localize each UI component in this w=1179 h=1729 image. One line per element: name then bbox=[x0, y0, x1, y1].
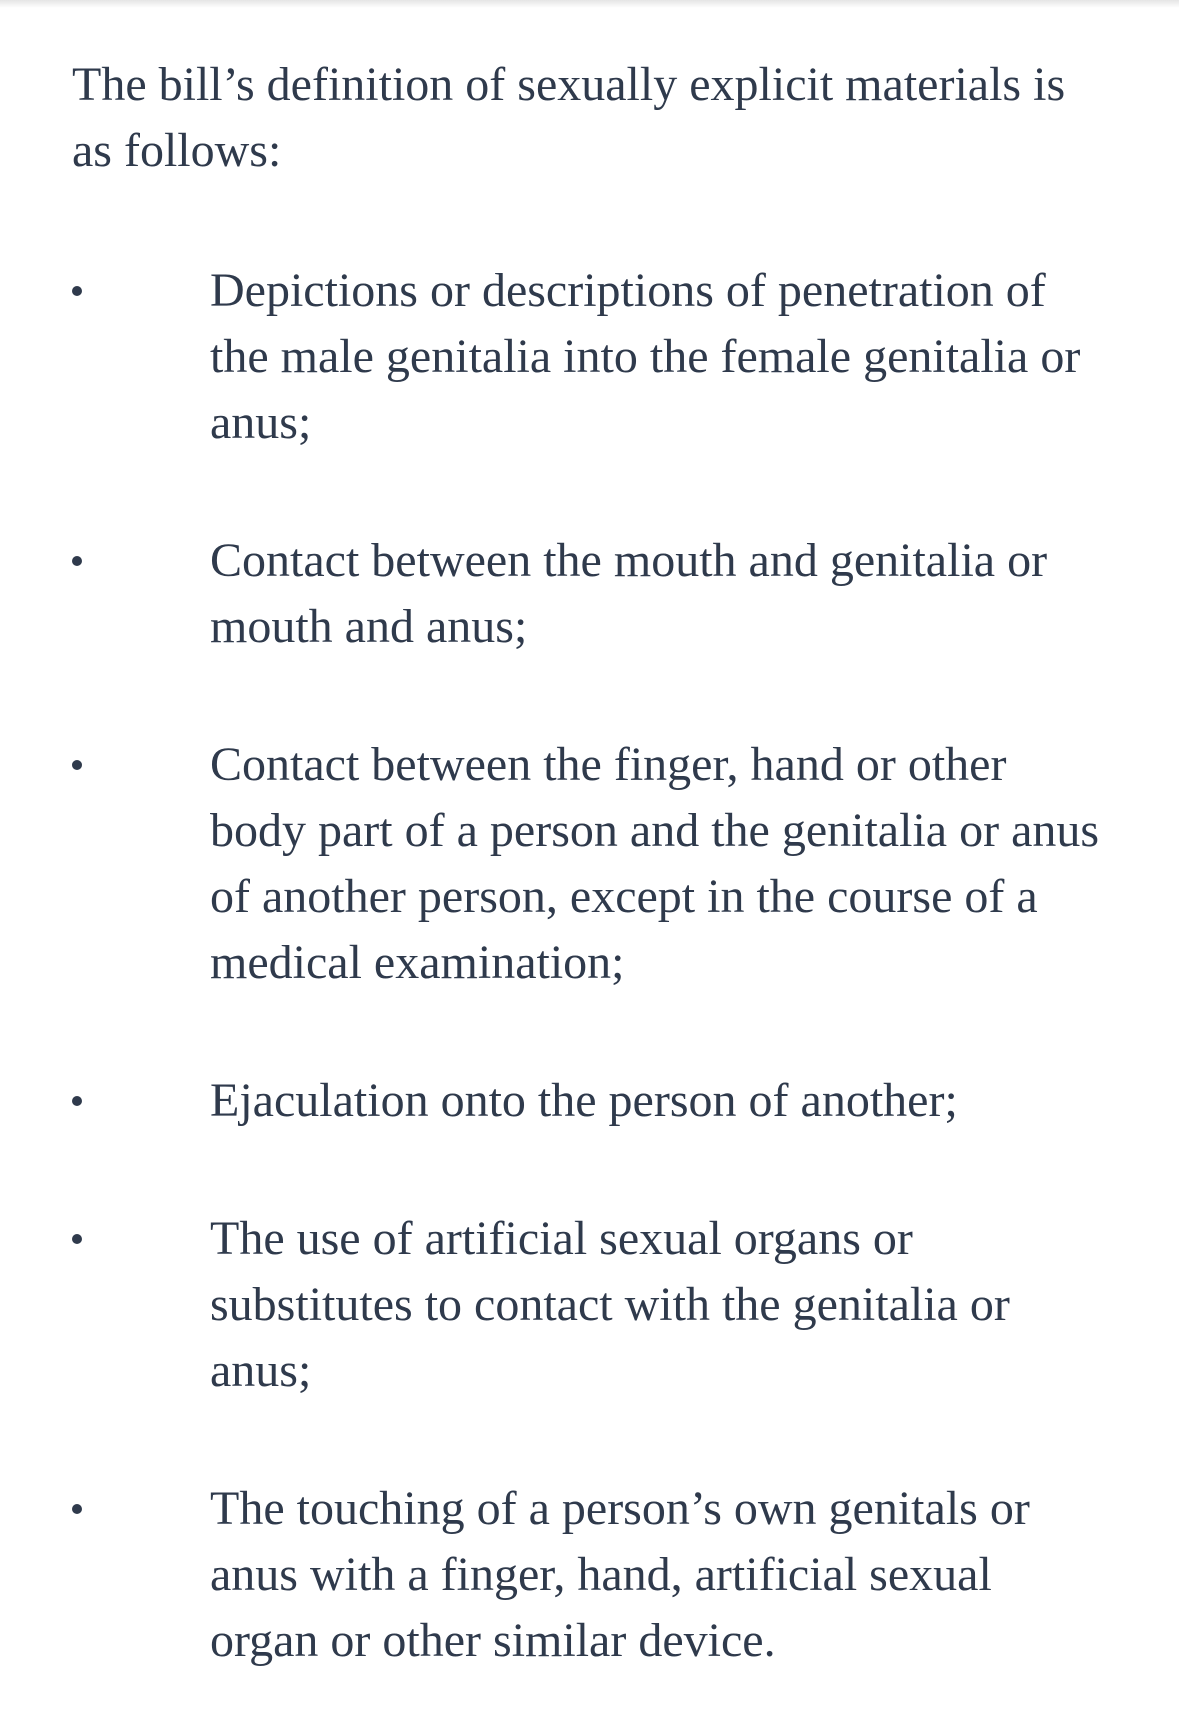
intro-paragraph: The bill’s definition of sexually explicit materials is as follows: bbox=[72, 58, 1066, 177]
bullet-icon bbox=[72, 1096, 82, 1106]
top-edge-shadow bbox=[0, 0, 1179, 8]
list-item-text: Contact between the mouth and genitalia or mouth and anus; bbox=[210, 534, 1048, 653]
list-item-text: The use of artificial sexual organs or substitutes to contact with the genitalia or anus; bbox=[210, 1212, 1010, 1397]
list-item-text: Contact between the finger, hand or other body part of a person and the genitalia or anus of another person, except in the course of a medical examination; bbox=[210, 738, 1100, 989]
bullet-icon bbox=[72, 1504, 82, 1514]
list-item-text: Ejaculation onto the person of another; bbox=[210, 1074, 958, 1127]
list-item-text: The touching of a person’s own genitals or anus with a finger, hand, artificial sexual organ or other similar device. bbox=[210, 1482, 1030, 1667]
bullet-icon bbox=[72, 286, 82, 296]
bullet-icon bbox=[72, 556, 82, 566]
bullet-icon bbox=[72, 760, 82, 770]
list-item-text: Depictions or descriptions of penetration of the male genitalia into the female genitalia or anus; bbox=[210, 264, 1081, 449]
bullet-icon bbox=[72, 1234, 82, 1244]
